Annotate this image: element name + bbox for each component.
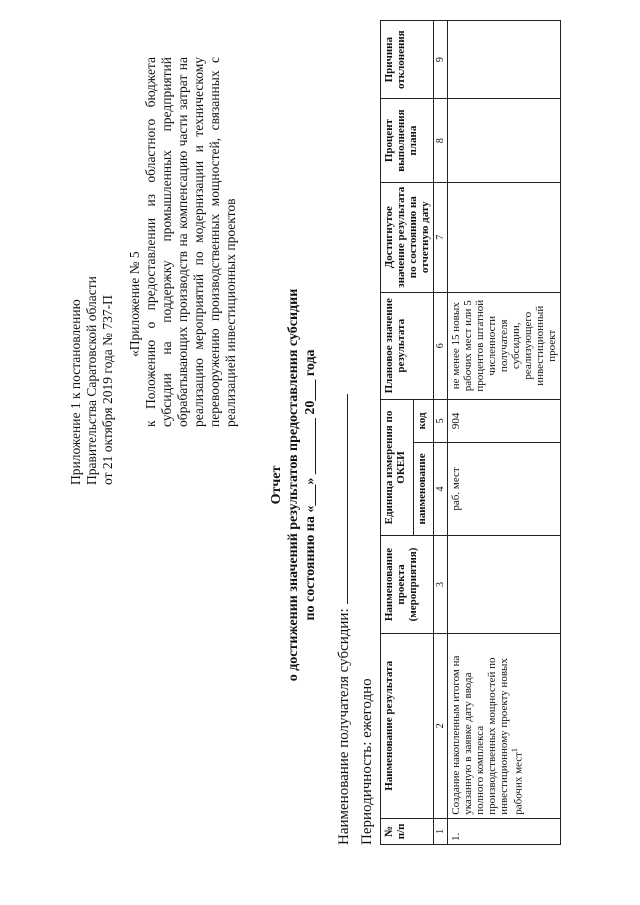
header-unit: Единица измерения по ОКЕИ: [381, 399, 414, 535]
recipient-blank-line: [347, 394, 348, 604]
header-num: № п/п: [381, 818, 434, 844]
column-number: 5: [434, 399, 448, 442]
header-deviation-reason: Причина отклонения: [381, 21, 434, 99]
table-row: [448, 21, 561, 845]
row-result-name: [448, 633, 561, 818]
row-deviation-reason: [448, 21, 561, 99]
regulation-appendix-number: «Приложение № 5: [127, 251, 142, 357]
appendix-block: [68, 225, 116, 485]
column-number: 8: [434, 99, 448, 183]
row-plan-value: не менее 15 новых рабочих мест или 5 процентов штатной численности получателя субсидии, реализующего инвестиционный проект: [448, 292, 561, 399]
column-number: 4: [434, 442, 448, 535]
report-table: [380, 20, 561, 845]
row-result-name-text: Создание накопленным итогом на указанную в заявке дату ввода полного комплекса производственных мощностей по инвестиционному проекту новых рабочих мест: [450, 655, 525, 815]
appendix-line-2: Правительства Саратовской области: [84, 276, 99, 485]
header-achieved-value: Достигнутое значение результата по состоянию на отчетную дату: [381, 182, 434, 292]
header-percent-plan: Процент выполнения плана: [381, 99, 434, 183]
column-number: 7: [434, 182, 448, 292]
header-plan-value: Плановое значение результата: [381, 292, 434, 399]
report-title-line-3: по состоянию на «___» ________ 20___ года: [303, 349, 318, 621]
row-num: 1.: [448, 818, 561, 844]
report-title-line-2: о достижении значений результатов предоставления субсидии: [286, 288, 301, 682]
appendix-line-1: Приложение 1 к постановлению: [68, 299, 83, 485]
row-unit-code: 904: [448, 399, 561, 442]
regulation-text: к Положению о предоставлении из областного бюджета субсидии на поддержку промышленных предприятий обрабатывающих производств на компенсацию части затрат на реализацию мероприятий по модернизации и техническому перевооружению производственных мощностей, связанных с реализацией инвестиционных проектов: [143, 57, 238, 427]
column-number: 9: [434, 21, 448, 99]
report-title-line-1: Отчет: [269, 465, 284, 505]
column-number: 6: [434, 292, 448, 399]
column-number: 2: [434, 633, 448, 818]
header-project-name: Наименование проекта (мероприятия): [381, 536, 434, 634]
report-title: [268, 135, 319, 835]
recipient-line: [336, 394, 353, 845]
recipient-label: Наименование получателя субсидии:: [336, 608, 352, 845]
header-unit-code: код: [414, 399, 434, 442]
header-result-name: Наименование результата: [381, 633, 434, 818]
row-project-name: [448, 536, 561, 634]
regulation-block: [127, 57, 239, 427]
column-number-row: [434, 21, 448, 845]
row-percent-plan: [448, 99, 561, 183]
periodicity: Периодичность: ежегодно: [359, 678, 375, 845]
column-number: 1: [434, 818, 448, 844]
footnote-mark: 1: [510, 748, 519, 753]
row-unit-name: раб. мест: [448, 442, 561, 535]
appendix-line-3: от 21 октября 2019 года № 737-П: [100, 295, 115, 485]
header-unit-name: наименование: [414, 442, 434, 535]
row-achieved-value: [448, 182, 561, 292]
column-number: 3: [434, 536, 448, 634]
